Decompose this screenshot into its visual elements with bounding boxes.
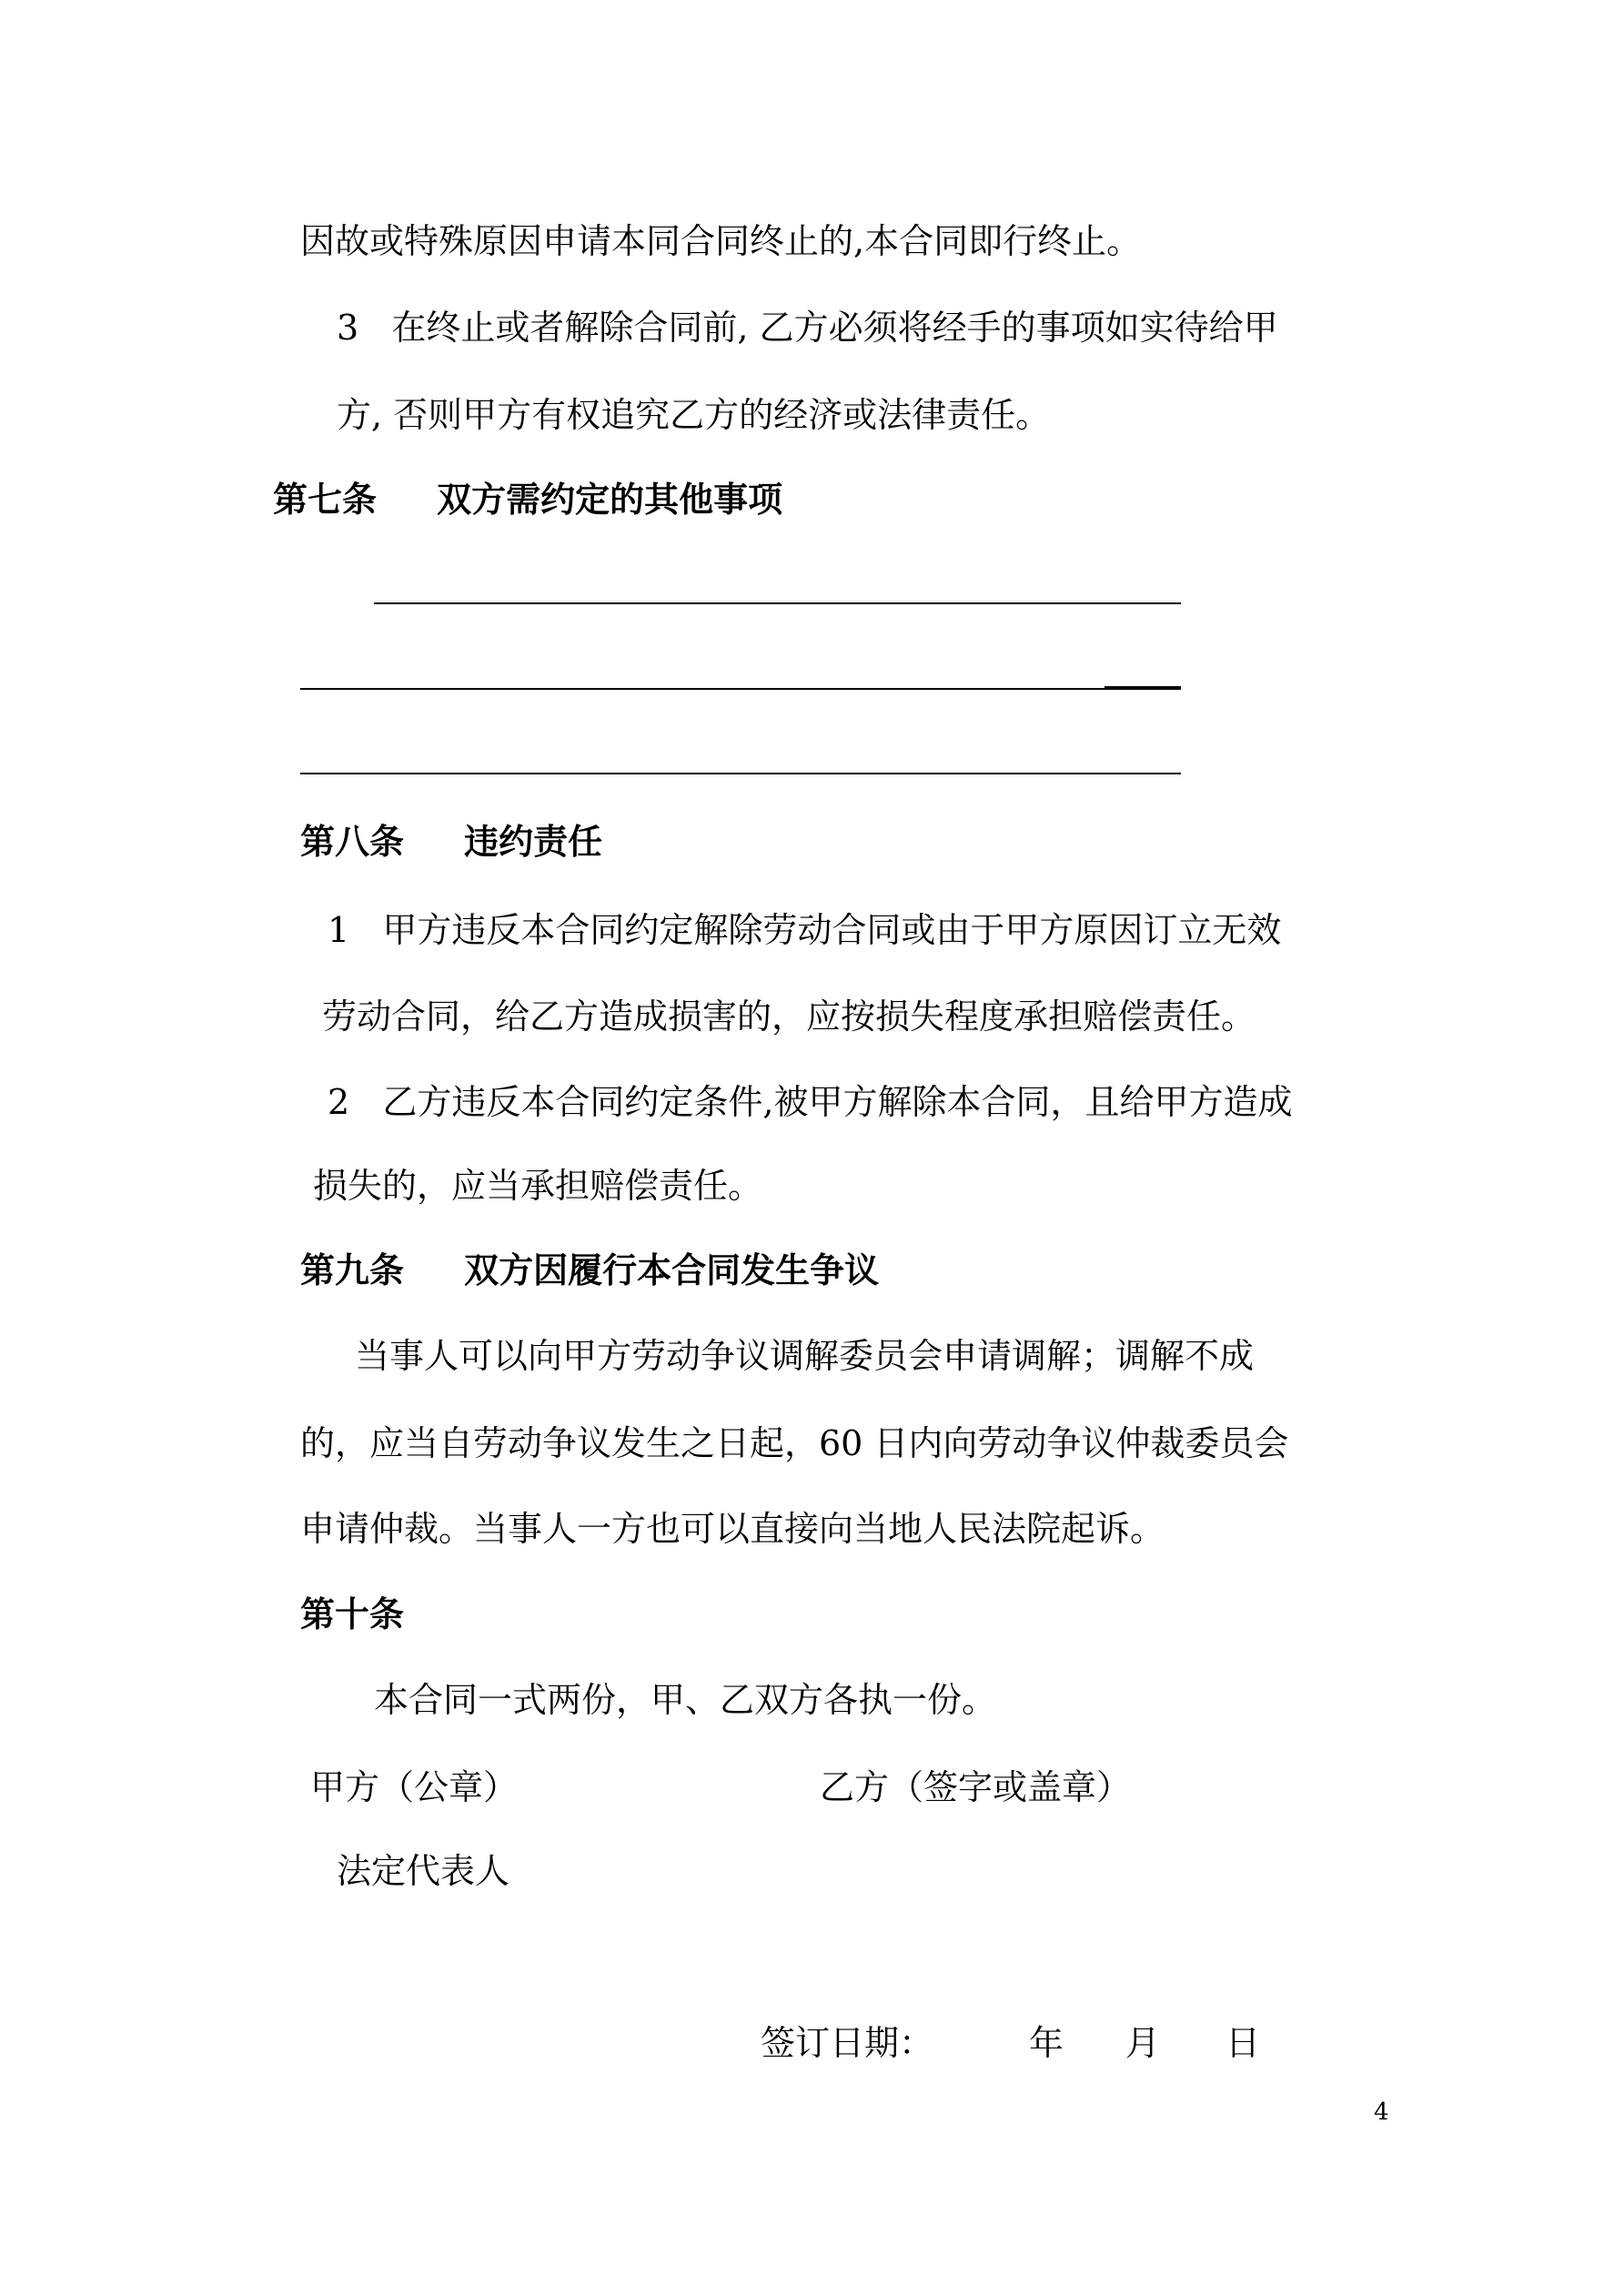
party-b-signature: 乙方（签字或盖章） xyxy=(820,1767,1132,1807)
blank-line-3 xyxy=(300,773,1181,774)
blank-line-2-thick xyxy=(1105,686,1181,690)
clause-8-1-line1: 1 甲方违反本合同约定解除劳动合同或由于甲方原因订立无效 xyxy=(328,910,1282,950)
date-year: 年 xyxy=(1029,2023,1064,2063)
article-9-line2: 的，应当自劳动争议发生之日起，60 日内向劳动争议仲裁委员会 xyxy=(300,1423,1289,1463)
article-9-line3: 申请仲裁。当事人一方也可以直接向当地人民法院起诉。 xyxy=(300,1509,1165,1549)
clause-3-line1: 3 在终止或者解除合同前, 乙方必须将经手的事项如实待给甲 xyxy=(337,308,1278,348)
blank-line-2 xyxy=(300,688,1105,690)
article-9-line1: 当事人可以向甲方劳动争议调解委员会申请调解；调解不成 xyxy=(355,1336,1255,1376)
date-month: 月 xyxy=(1125,2023,1161,2063)
article-7-heading: 第七条 双方需约定的其他事项 xyxy=(273,480,783,520)
clause-3-line2: 方, 否则甲方有权追究乙方的经济或法律责任。 xyxy=(337,395,1051,435)
paragraph-termination: 因故或特殊原因申请本同合同终止的,本合同即行终止。 xyxy=(300,221,1142,261)
clause-8-1-line2: 劳动合同，给乙方造成损害的，应按损失程度承担赔偿责任。 xyxy=(322,996,1256,1037)
article-9-heading: 第九条 双方因履行本合同发生争议 xyxy=(300,1250,880,1290)
clause-8-2-line1: 2 乙方违反本合同约定条件,被甲方解除本合同，且给甲方造成 xyxy=(328,1082,1293,1122)
clause-8-2-line2: 损失的，应当承担赔偿责任。 xyxy=(313,1166,763,1206)
date-day: 日 xyxy=(1226,2023,1261,2063)
article-8-heading: 第八条 违约责任 xyxy=(300,822,603,862)
page-number: 4 xyxy=(1374,2099,1389,2126)
legal-representative: 法定代表人 xyxy=(337,1851,510,1891)
article-10-text: 本合同一式两份，甲、乙双方各执一份。 xyxy=(374,1680,997,1720)
article-10-heading: 第十条 xyxy=(300,1594,405,1634)
blank-line-1 xyxy=(374,602,1181,604)
party-a-seal: 甲方（公章） xyxy=(310,1767,519,1807)
signing-date-label: 签订日期： xyxy=(761,2023,934,2063)
